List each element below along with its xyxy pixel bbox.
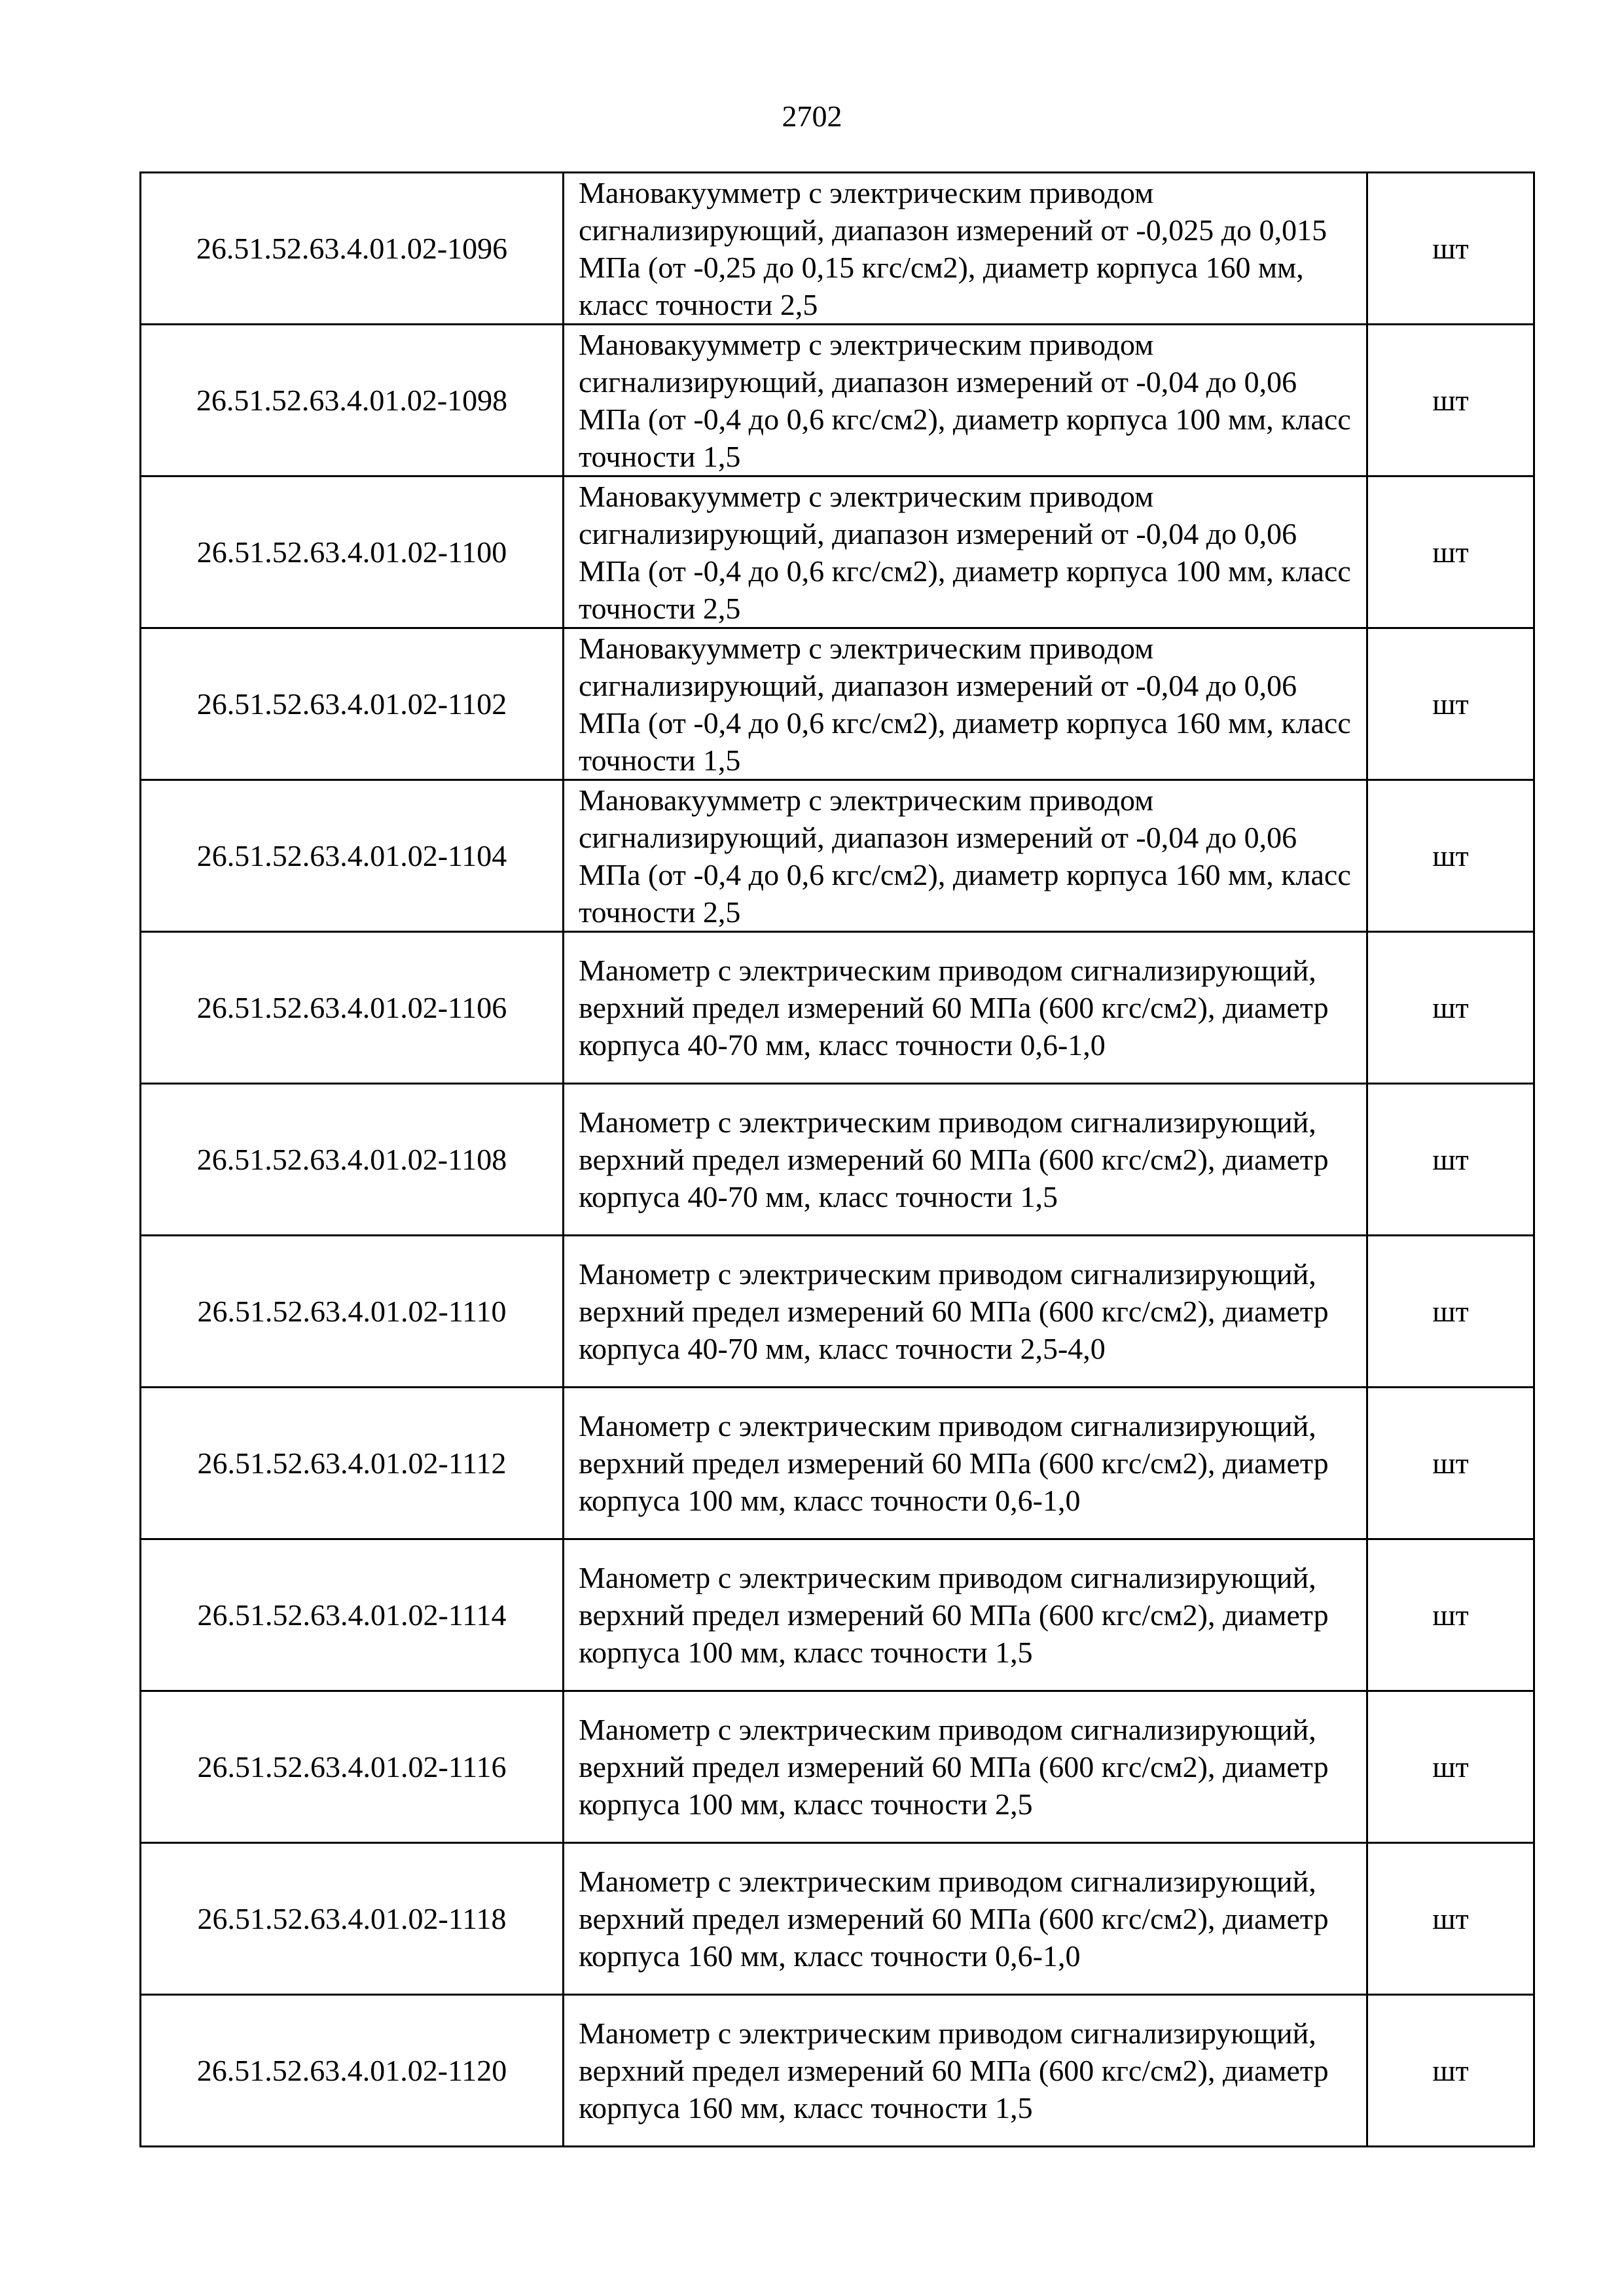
table-row [141, 932, 1534, 1084]
item-code: 26.51.52.63.4.01.02-1114 [141, 1539, 564, 1691]
table-row [141, 1236, 1534, 1388]
item-description: Мановакуумметр с электрическим приводом сигнализирующий, диапазон измерений от -0,04 до 0,06 МПа (от -0,4 до 0,6 кгс/см2), диаметр корпуса 100 мм, класс точности 1,5 [564, 325, 1367, 476]
item-unit: шт [1367, 1388, 1534, 1539]
item-code: 26.51.52.63.4.01.02-1100 [141, 476, 564, 628]
item-description: Мановакуумметр с электрическим приводом сигнализирующий, диапазон измерений от -0,04 до 0,06 МПа (от -0,4 до 0,6 кгс/см2), диаметр корпуса 160 мм, класс точности 2,5 [564, 780, 1367, 932]
item-code: 26.51.52.63.4.01.02-1098 [141, 325, 564, 476]
item-code: 26.51.52.63.4.01.02-1118 [141, 1843, 564, 1995]
table-row [141, 173, 1534, 325]
item-unit: шт [1367, 1539, 1534, 1691]
item-unit: шт [1367, 325, 1534, 476]
item-unit: шт [1367, 932, 1534, 1084]
item-code: 26.51.52.63.4.01.02-1120 [141, 1995, 564, 2147]
item-unit: шт [1367, 780, 1534, 932]
table-row [141, 1691, 1534, 1843]
item-code: 26.51.52.63.4.01.02-1102 [141, 628, 564, 780]
item-code: 26.51.52.63.4.01.02-1112 [141, 1388, 564, 1539]
page-number: 2702 [782, 99, 842, 133]
table-row [141, 628, 1534, 780]
table-row [141, 1843, 1534, 1995]
table-row [141, 780, 1534, 932]
item-unit: шт [1367, 476, 1534, 628]
item-code: 26.51.52.63.4.01.02-1096 [141, 173, 564, 325]
item-unit: шт [1367, 1691, 1534, 1843]
item-description: Манометр с электрическим приводом сигнализирующий, верхний предел измерений 60 МПа (600 кгс/см2), диаметр корпуса 160 мм, класс точности 1,5 [564, 1995, 1367, 2147]
table-row [141, 1995, 1534, 2147]
item-unit: шт [1367, 1084, 1534, 1236]
table-row [141, 1084, 1534, 1236]
item-description: Манометр с электрическим приводом сигнализирующий, верхний предел измерений 60 МПа (600 кгс/см2), диаметр корпуса 100 мм, класс точности 2,5 [564, 1691, 1367, 1843]
item-description: Мановакуумметр с электрическим приводом сигнализирующий, диапазон измерений от -0,04 до 0,06 МПа (от -0,4 до 0,6 кгс/см2), диаметр корпуса 100 мм, класс точности 2,5 [564, 476, 1367, 628]
item-unit: шт [1367, 173, 1534, 325]
item-unit: шт [1367, 1843, 1534, 1995]
items-table [139, 171, 1535, 2147]
item-description: Манометр с электрическим приводом сигнализирующий, верхний предел измерений 60 МПа (600 кгс/см2), диаметр корпуса 40-70 мм, класс точности 2,5-4,0 [564, 1236, 1367, 1388]
item-description: Манометр с электрическим приводом сигнализирующий, верхний предел измерений 60 МПа (600 кгс/см2), диаметр корпуса 160 мм, класс точности 0,6-1,0 [564, 1843, 1367, 1995]
item-unit: шт [1367, 1995, 1534, 2147]
table-row [141, 325, 1534, 476]
item-unit: шт [1367, 628, 1534, 780]
table-row [141, 1539, 1534, 1691]
item-code: 26.51.52.63.4.01.02-1116 [141, 1691, 564, 1843]
item-code: 26.51.52.63.4.01.02-1106 [141, 932, 564, 1084]
item-code: 26.51.52.63.4.01.02-1104 [141, 780, 564, 932]
item-description: Манометр с электрическим приводом сигнализирующий, верхний предел измерений 60 МПа (600 кгс/см2), диаметр корпуса 100 мм, класс точности 1,5 [564, 1539, 1367, 1691]
item-unit: шт [1367, 1236, 1534, 1388]
item-code: 26.51.52.63.4.01.02-1108 [141, 1084, 564, 1236]
item-description: Манометр с электрическим приводом сигнализирующий, верхний предел измерений 60 МПа (600 кгс/см2), диаметр корпуса 40-70 мм, класс точности 1,5 [564, 1084, 1367, 1236]
item-description: Манометр с электрическим приводом сигнализирующий, верхний предел измерений 60 МПа (600 кгс/см2), диаметр корпуса 40-70 мм, класс точности 0,6-1,0 [564, 932, 1367, 1084]
table-row [141, 1388, 1534, 1539]
item-description: Мановакуумметр с электрическим приводом сигнализирующий, диапазон измерений от -0,025 до 0,015 МПа (от -0,25 до 0,15 кгс/см2), диаметр корпуса 160 мм, класс точности 2,5 [564, 173, 1367, 325]
item-code: 26.51.52.63.4.01.02-1110 [141, 1236, 564, 1388]
table-row [141, 476, 1534, 628]
item-description: Мановакуумметр с электрическим приводом сигнализирующий, диапазон измерений от -0,04 до 0,06 МПа (от -0,4 до 0,6 кгс/см2), диаметр корпуса 160 мм, класс точности 1,5 [564, 628, 1367, 780]
item-description: Манометр с электрическим приводом сигнализирующий, верхний предел измерений 60 МПа (600 кгс/см2), диаметр корпуса 100 мм, класс точности 0,6-1,0 [564, 1388, 1367, 1539]
